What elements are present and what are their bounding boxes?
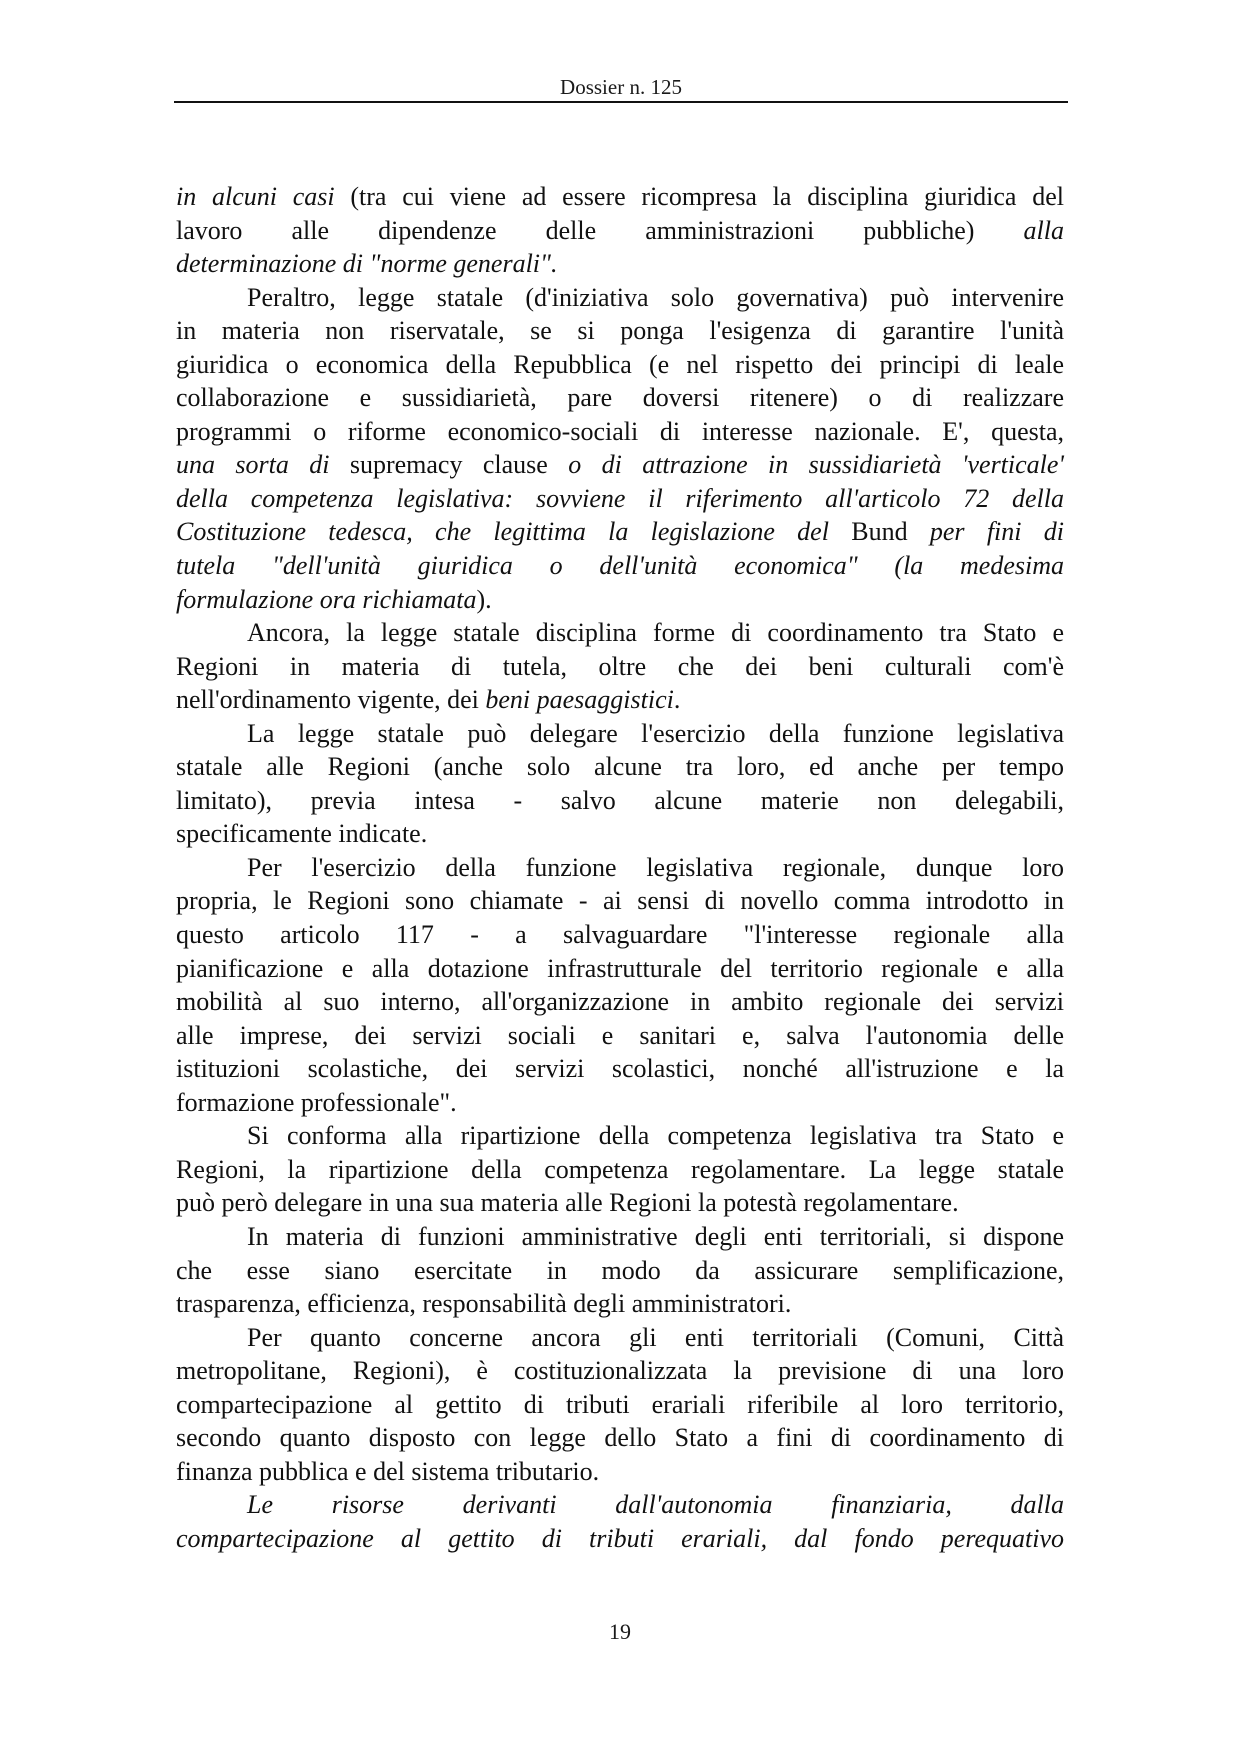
italic-run: tutela "dell'unità giuridica o dell'unità economica" (la medesima xyxy=(176,551,1064,581)
paragraph xyxy=(176,180,1064,281)
text-run: Per quanto concerne ancora gli enti territoriali (Comuni, Città xyxy=(247,1322,1064,1352)
text-line xyxy=(176,1052,1064,1086)
text-run: mobilità al suo interno, all'organizzazione in ambito regionale dei servizi xyxy=(176,987,1064,1017)
text-run: pianificazione e alla dotazione infrastrutturale del territorio regionale e alla xyxy=(176,953,1064,983)
italic-run: compartecipazione al gettito di tributi erariali, dal fondo perequativo xyxy=(176,1523,1064,1553)
italic-run: della competenza legislativa: sovviene il riferimento all'articolo 72 della xyxy=(176,483,1064,513)
text-line xyxy=(176,214,1064,248)
text-run: Ancora, la legge statale disciplina forme di coordinamento tra Stato e xyxy=(247,618,1064,648)
text-run: ). xyxy=(476,584,492,614)
page-number: 19 xyxy=(609,1619,631,1644)
italic-run: Costituzione tedesca, che legittima la legislazione del xyxy=(176,517,829,547)
text-run: Si conforma alla ripartizione della competenza legislativa tra Stato e xyxy=(247,1121,1064,1151)
italic-run: per fini di xyxy=(929,517,1065,547)
text-line xyxy=(176,1086,1064,1120)
italic-run: beni paesaggistici xyxy=(485,685,674,715)
text-run: Regioni, la ripartizione della competenza regolamentare. La legge statale xyxy=(176,1154,1064,1184)
text-line xyxy=(176,1354,1064,1388)
text-line xyxy=(176,1186,1064,1220)
paragraph xyxy=(176,851,1064,1119)
text-run: secondo quanto disposto con legge dello Stato a fini di coordinamento di xyxy=(176,1423,1064,1453)
text-line xyxy=(176,1287,1064,1321)
italic-run: formulazione ora richiamata xyxy=(176,584,477,614)
text-line xyxy=(176,314,1064,348)
text-run: alle imprese, dei servizi sociali e sanitari e, salva l'autonomia delle xyxy=(176,1020,1064,1050)
text-run: compartecipazione al gettito di tributi erariali riferibile al loro territorio, xyxy=(176,1389,1064,1419)
text-line xyxy=(176,750,1064,784)
text-run: può però delegare in una sua materia alle Regioni la potestà regolamentare. xyxy=(176,1188,959,1218)
text-run: supremacy clause xyxy=(329,450,569,480)
text-line xyxy=(176,1321,1064,1355)
text-line xyxy=(176,1421,1064,1455)
paragraph xyxy=(176,616,1064,717)
text-line xyxy=(176,683,1064,717)
text-run: questo articolo 117 - a salvaguardare "l'interesse regionale alla xyxy=(176,920,1064,950)
text-line xyxy=(176,1019,1064,1053)
text-line xyxy=(176,515,1064,549)
text-run: istituzioni scolastiche, dei servizi scolastici, nonché all'istruzione e la xyxy=(176,1054,1064,1084)
text-run: statale alle Regioni (anche solo alcune tra loro, ed anche per tempo xyxy=(176,752,1064,782)
paragraph xyxy=(176,1220,1064,1321)
text-line xyxy=(176,1220,1064,1254)
text-run: in materia non riservatale, se si ponga l'esigenza di garantire l'unità xyxy=(176,316,1064,346)
text-line xyxy=(176,817,1064,851)
text-run: specificamente indicate. xyxy=(176,819,428,849)
paragraph xyxy=(176,281,1064,616)
italic-run: in alcuni casi xyxy=(176,182,335,211)
text-line xyxy=(176,918,1064,952)
text-line xyxy=(176,381,1064,415)
text-run: Per l'esercizio della funzione legislativa regionale, dunque loro xyxy=(247,852,1064,882)
text-run: La legge statale può delegare l'esercizio della funzione legislativa xyxy=(247,718,1064,748)
text-line xyxy=(176,1254,1064,1288)
text-line xyxy=(176,952,1064,986)
text-run: lavoro alle dipendenze delle amministrazioni pubbliche) xyxy=(176,215,1024,245)
text-line xyxy=(176,784,1064,818)
text-run: propria, le Regioni sono chiamate - ai sensi di novello comma introdotto in xyxy=(176,886,1064,916)
text-line xyxy=(176,482,1064,516)
paragraph xyxy=(176,1321,1064,1489)
text-run: metropolitane, Regioni), è costituzionalizzata la previsione di una loro xyxy=(176,1356,1064,1386)
text-line xyxy=(176,1388,1064,1422)
text-run: programmi o riforme economico-sociali di interesse nazionale. E', questa, xyxy=(176,416,1064,446)
italic-run: determinazione di "norme generali". xyxy=(176,249,558,279)
text-run: giuridica o economica della Repubblica (e nel rispetto dei principi di leale xyxy=(176,349,1064,379)
text-run: collaborazione e sussidiarietà, pare doversi ritenere) o di realizzare xyxy=(176,383,1064,413)
text-line xyxy=(176,717,1064,751)
text-run: finanza pubblica e del sistema tributario. xyxy=(176,1456,600,1486)
text-line xyxy=(176,985,1064,1019)
text-run: nell'ordinamento vigente, dei xyxy=(176,685,486,715)
text-line xyxy=(176,616,1064,650)
text-run: formazione professionale". xyxy=(176,1087,457,1117)
italic-run: una sorta di xyxy=(176,450,330,480)
text-run: . xyxy=(673,685,681,715)
text-line xyxy=(176,180,1064,214)
text-run: Peraltro, legge statale (d'iniziativa solo governativa) può intervenire xyxy=(247,282,1064,312)
text-line xyxy=(176,415,1064,449)
body-text xyxy=(176,180,1064,1555)
paragraph xyxy=(176,1119,1064,1220)
text-line xyxy=(176,884,1064,918)
text-line xyxy=(176,1455,1064,1489)
text-run: In materia di funzioni amministrative degli enti territoriali, si dispone xyxy=(247,1221,1064,1251)
paragraph xyxy=(176,1488,1064,1555)
text-run: (tra cui viene ad essere ricompresa la disciplina giuridica del xyxy=(334,182,1065,211)
text-line xyxy=(176,348,1064,382)
text-line xyxy=(176,1522,1064,1556)
text-line xyxy=(176,851,1064,885)
text-run: che esse siano esercitate in modo da assicurare semplificazione, xyxy=(176,1255,1064,1285)
running-header: Dossier n. 125 xyxy=(560,75,682,99)
text-line xyxy=(176,549,1064,583)
text-line xyxy=(176,247,1064,281)
text-run: limitato), previa intesa - salvo alcune materie non delegabili, xyxy=(176,785,1064,815)
paragraph xyxy=(176,717,1064,851)
italic-run: Le risorse derivanti dall'autonomia finanziaria, dalla xyxy=(247,1490,1064,1520)
italic-run: alla xyxy=(1023,215,1064,245)
text-line xyxy=(176,1119,1064,1153)
header-rule xyxy=(174,101,1068,103)
text-line xyxy=(176,1153,1064,1187)
text-line xyxy=(176,650,1064,684)
text-line xyxy=(176,281,1064,315)
italic-run: o di attrazione in sussidiarietà 'verticale' xyxy=(568,450,1064,480)
text-line xyxy=(176,448,1064,482)
text-run: Bund xyxy=(828,517,930,547)
text-run: Regioni in materia di tutela, oltre che dei beni culturali com'è xyxy=(176,651,1064,681)
text-run: trasparenza, efficienza, responsabilità degli amministratori. xyxy=(176,1289,792,1319)
text-line xyxy=(176,1488,1064,1522)
text-line xyxy=(176,583,1064,617)
